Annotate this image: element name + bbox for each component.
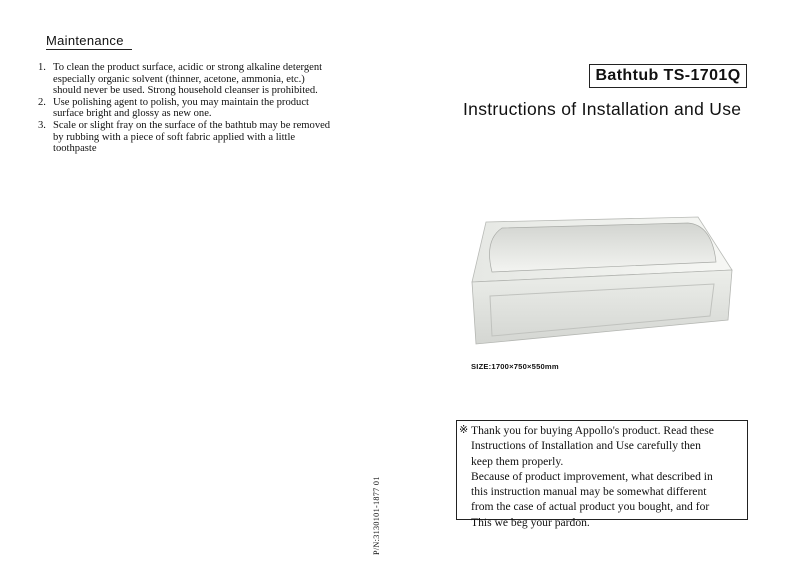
item-line: Use polishing agent to polish, you may maintain the product xyxy=(53,96,309,108)
product-title: Bathtub TS-1701Q xyxy=(589,64,747,88)
notice-line: This we beg your pardon. xyxy=(471,515,590,529)
reference-mark-icon: ※ xyxy=(459,424,469,436)
notice-line: Thank you for buying Appollo's product. Read these xyxy=(471,424,714,437)
notice-line: from the case of actual product you bought, and for xyxy=(471,500,710,514)
notice-box xyxy=(456,420,748,529)
maintenance-item xyxy=(38,120,368,155)
maintenance-item xyxy=(38,97,368,120)
item-line: toothpaste xyxy=(53,143,97,155)
part-number: P/N:3130101-1877 01 xyxy=(372,476,381,555)
item-number: 3. xyxy=(38,119,46,131)
item-line: surface bright and glossy as new one. xyxy=(53,108,212,120)
document-subtitle: Instructions of Installation and Use xyxy=(463,99,742,119)
item-line: especially organic solvent (thinner, acetone, ammonia, etc.) xyxy=(53,73,305,85)
item-line: Scale or slight fray on the surface of the bathtub may be removed xyxy=(53,119,331,131)
tub-apron xyxy=(472,270,732,344)
size-label: SIZE:1700×750×550mm xyxy=(471,362,559,371)
notice-line: Instructions of Installation and Use carefully then xyxy=(471,439,701,453)
item-number: 2. xyxy=(38,96,46,108)
bathtub-image xyxy=(466,214,734,346)
notice-line: this instruction manual may be somewhat different xyxy=(471,485,707,499)
item-number: 1. xyxy=(38,62,46,73)
maintenance-item xyxy=(38,62,368,97)
maintenance-list xyxy=(38,62,368,155)
item-line: should never be used. Strong household cleanser is prohibited. xyxy=(53,85,318,97)
notice-line: Because of product improvement, what described in xyxy=(471,469,713,483)
maintenance-heading: Maintenance xyxy=(46,33,132,50)
notice-line: keep them properly. xyxy=(471,454,564,468)
item-line: by rubbing with a piece of soft fabric applied with a little xyxy=(53,131,296,143)
item-line: To clean the product surface, acidic or strong alkaline detergent xyxy=(53,62,323,73)
